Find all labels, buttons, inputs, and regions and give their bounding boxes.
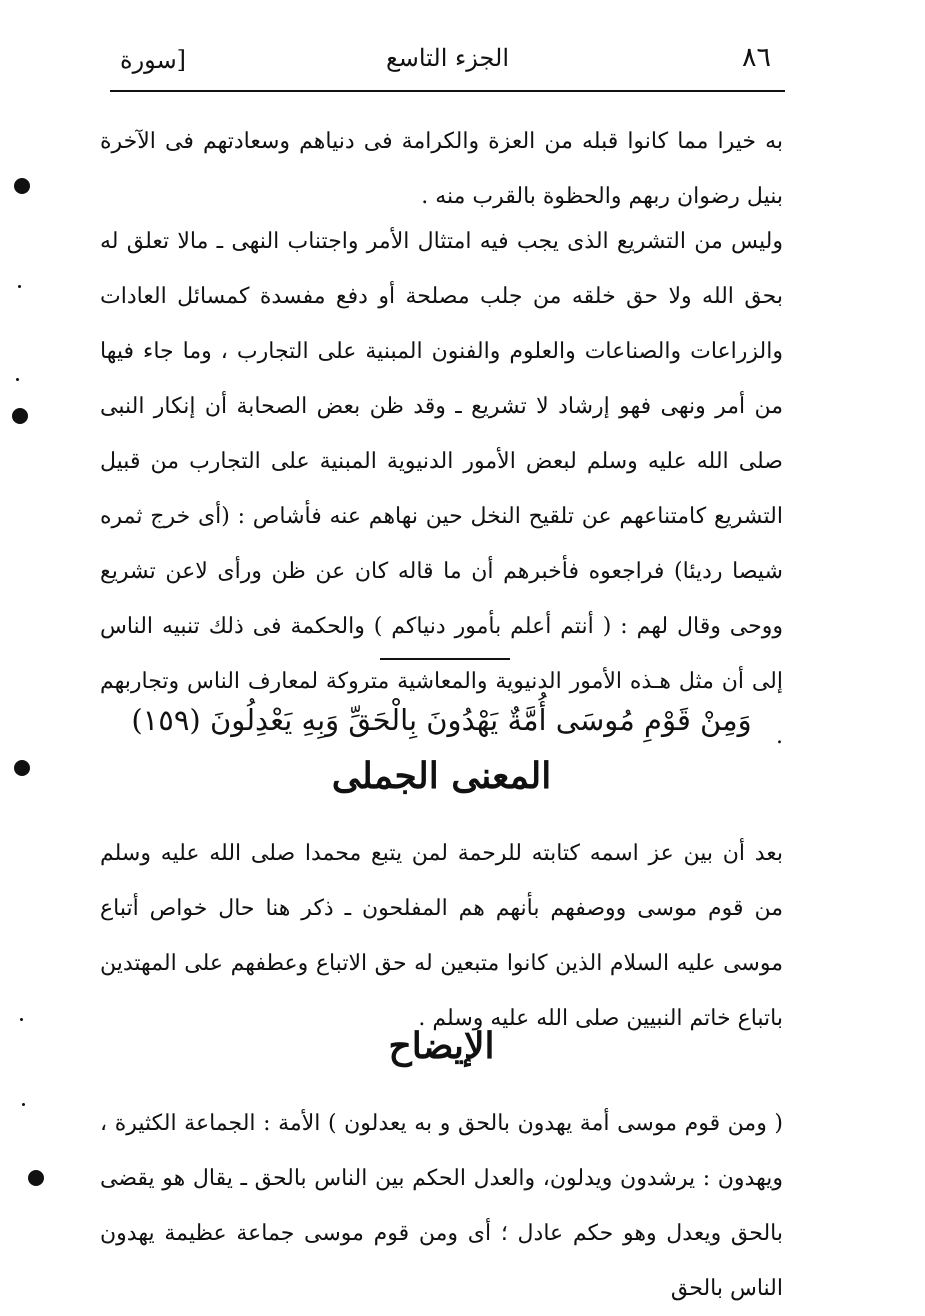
margin-speck (12, 408, 28, 424)
paragraph-legislation: وليس من التشريع الذى يجب فيه امتثال الأمر واجتناب النهى ـ مالا تعلق له بحق الله ولا حق خلقه من جلب مصلحة أو دفع مفسدة كمسائل العادات والزراعات والصناعات والعلوم والفنون المبنية على التجارب ، وما جاء فيها من أمر ونهى فهو إرشاد لا تشريع ـ وقد ظن بعض الصحابة أن إنكار النبى صلى الله عليه وسلم لبعض الأمور الدنيوية المبنية على التجارب من قبيل التشريع كامتناعهم عن تلقيح النخل حين نهاهم عنه فأشاص : (أى خرج ثمره شيصا رديئا) فراجعوه فأخبرهم أن ما قاله كان عن ظن ورأى لاعن تشريع ووحى وقال لهم : ( أنتم أعلم بأمور دنياكم ) والحكمة فى ذلك تنبيه الناس إلى أن مثل هـذه الأمور الدنيوية والمعاشية متروكة لمعارف الناس وتجاربهم . (100, 229, 783, 749)
section-divider (380, 658, 510, 660)
heading-general-meaning: المعنى الجملى (331, 755, 552, 797)
margin-speck (18, 285, 21, 288)
margin-speck (22, 1103, 25, 1106)
sura-label: [سورة (120, 46, 187, 74)
page-header (110, 38, 785, 92)
heading-explanation: الإيضاح (388, 1025, 495, 1067)
paragraph-continuation: به خيرا مما كانوا قبله من العزة والكرامة فى دنياهم وسعادتهم فى الآخرة بنيل رضوان ربهم والحظوة بالقرب منه . (100, 129, 783, 209)
running-title: الجزء التاسع (385, 44, 510, 72)
margin-speck (16, 378, 19, 381)
paragraph-general-meaning: بعد أن بين عز اسمه كتابته للرحمة لمن يتبع محمدا صلى الله عليه وسلم من قوم موسى ووصفهم بأنهم هم المفلحون ـ ذكر هنا حال خواص أتباع موسى عليه السلام الذين كانوا متبعين له حق الاتباع وعطفهم على المهتدين باتباع خاتم النبيين صلى الله عليه وسلم . (100, 841, 783, 1031)
quran-verse: وَمِنْ قَوْمِ مُوسَى أُمَّةٌ يَهْدُونَ بِالْحَقِّ وَبِهِ يَعْدِلُونَ (١٥٩) (131, 703, 752, 737)
paragraph-explanation: ( ومن قوم موسى أمة يهدون بالحق و به يعدلون ) الأمة : الجماعة الكثيرة ، ويهدون : يرشدون ويدلون، والعدل الحكم بين الناس بالحق ـ يقال هو يقضى بالحق ويعدل وهو حكم عادل ؛ أى ومن قوم موسى جماعة عظيمة يهدون الناس بالحق (100, 1111, 783, 1301)
margin-speck (20, 1018, 23, 1021)
margin-speck (14, 178, 30, 194)
page-number: ٨٦ (741, 42, 771, 73)
margin-speck (14, 760, 30, 776)
margin-speck (28, 1170, 44, 1186)
